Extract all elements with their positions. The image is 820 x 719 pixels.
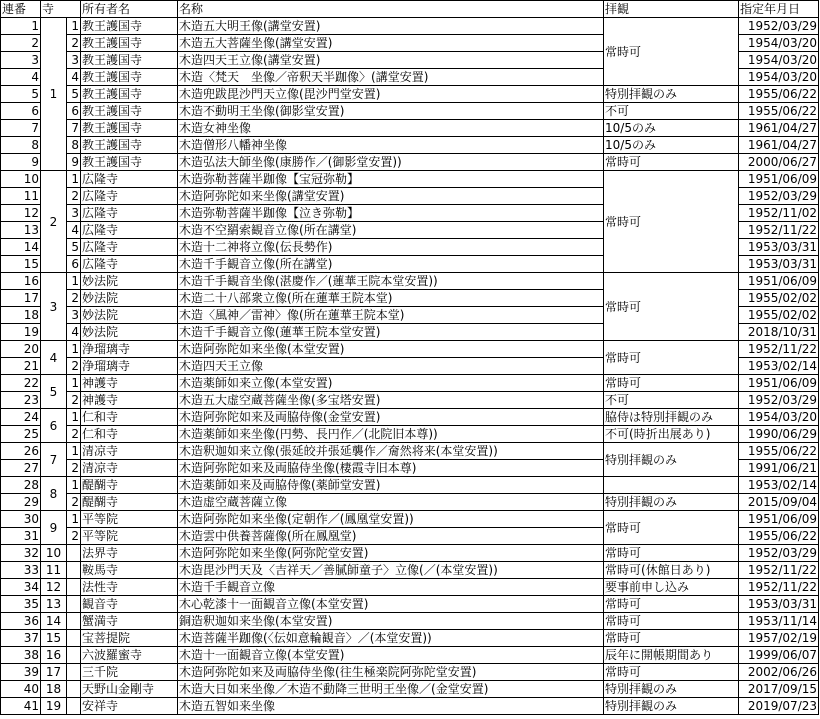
cell-viewing: 辰年に開帳期間あり [604, 647, 739, 664]
table-row[interactable] [1, 375, 819, 392]
cell-sub: 1 [67, 511, 81, 528]
cell-name: 木造僧形八幡神坐像 [178, 137, 604, 154]
header-owner: 所有者名 [81, 1, 178, 18]
cell-date: 1955/02/02 [739, 307, 819, 324]
cell-seq: 2 [1, 35, 41, 52]
cell-date: 1952/11/22 [739, 341, 819, 358]
cell-seq: 15 [1, 256, 41, 273]
cell-name: 木造弥勒菩薩半跏像【宝冠弥勒】 [178, 171, 604, 188]
cell-name: 木造五大明王像(講堂安置) [178, 18, 604, 35]
temple-group-number: 4 [41, 341, 67, 375]
table-row[interactable] [1, 647, 819, 664]
cell-owner: 六波羅蜜寺 [81, 647, 178, 664]
cell-name: 木造四天王立像 [178, 358, 604, 375]
cell-owner: 教王護国寺 [81, 120, 178, 137]
cell-sub [67, 562, 81, 579]
cell-viewing: 10/5のみ [604, 137, 739, 154]
cell-name: 木造五大虚空蔵菩薩坐像(多宝塔安置) [178, 392, 604, 409]
cell-date: 1955/06/22 [739, 86, 819, 103]
header-viewing: 拝観 [604, 1, 739, 18]
table-row[interactable] [1, 86, 819, 103]
temple-group-number: 14 [41, 613, 67, 630]
cell-name: 木造不動明王坐像(御影堂安置) [178, 103, 604, 120]
temple-group-number: 11 [41, 562, 67, 579]
viewing-group: 常時可 [604, 171, 739, 273]
cell-date: 1954/03/20 [739, 52, 819, 69]
cell-date: 1952/11/22 [739, 562, 819, 579]
cell-name: 木造阿弥陀如来及両脇侍坐像(往生極楽院阿弥陀堂安置) [178, 664, 604, 681]
table-row[interactable] [1, 545, 819, 562]
cell-seq: 9 [1, 154, 41, 171]
table-row[interactable] [1, 664, 819, 681]
cell-date: 1952/11/02 [739, 205, 819, 222]
cell-name: 木造十二神将立像(伝長勢作) [178, 239, 604, 256]
cell-date: 1999/06/07 [739, 647, 819, 664]
cell-viewing: 特別拝観のみ [604, 698, 739, 715]
cell-date: 1955/06/22 [739, 528, 819, 545]
header-date: 指定年月日 [739, 1, 819, 18]
cell-name: 木造千手観音立像(所在講堂) [178, 256, 604, 273]
cell-sub: 4 [67, 222, 81, 239]
cell-name: 木造女神坐像 [178, 120, 604, 137]
table-row[interactable] [1, 137, 819, 154]
cell-date: 1990/06/29 [739, 426, 819, 443]
cell-seq: 4 [1, 69, 41, 86]
cell-name: 木造虚空蔵菩薩立像 [178, 494, 604, 511]
cell-name: 木造千手観音立像 [178, 579, 604, 596]
cell-owner: 浄瑠璃寺 [81, 341, 178, 358]
viewing-group: 特別拝観のみ [604, 443, 739, 477]
cell-date: 1953/03/31 [739, 239, 819, 256]
cell-owner: 三千院 [81, 664, 178, 681]
cell-sub: 2 [67, 392, 81, 409]
cell-viewing: 要事前申し込み [604, 579, 739, 596]
cell-date: 1955/06/22 [739, 443, 819, 460]
cell-seq: 13 [1, 222, 41, 239]
viewing-group: 常時可 [604, 273, 739, 341]
cell-name: 木造不空羂索観音立像(所在講堂) [178, 222, 604, 239]
cell-viewing: 10/5のみ [604, 120, 739, 137]
cell-seq: 23 [1, 392, 41, 409]
cell-name: 木造阿弥陀如来坐像(阿弥陀堂安置) [178, 545, 604, 562]
temple-group-number: 12 [41, 579, 67, 596]
cell-name: 木造大日如来坐像／木造不動降三世明王坐像／(金堂安置) [178, 681, 604, 698]
cell-sub: 8 [67, 137, 81, 154]
cell-owner: 妙法院 [81, 307, 178, 324]
cell-date: 1952/03/29 [739, 188, 819, 205]
cell-sub: 2 [67, 460, 81, 477]
cell-owner: 妙法院 [81, 290, 178, 307]
table-row[interactable] [1, 596, 819, 613]
cell-owner: 教王護国寺 [81, 103, 178, 120]
cell-sub [67, 647, 81, 664]
cell-owner: 平等院 [81, 511, 178, 528]
cell-seq: 3 [1, 52, 41, 69]
cell-sub: 1 [67, 409, 81, 426]
cell-seq: 38 [1, 647, 41, 664]
cell-owner: 広隆寺 [81, 256, 178, 273]
cell-owner: 仁和寺 [81, 409, 178, 426]
table-row[interactable] [1, 341, 819, 358]
cell-seq: 27 [1, 460, 41, 477]
header-temple: 寺 [41, 1, 81, 18]
cell-seq: 31 [1, 528, 41, 545]
viewing-group: 常時可 [604, 341, 739, 375]
cell-date: 2017/09/15 [739, 681, 819, 698]
cell-sub [67, 579, 81, 596]
table-row[interactable] [1, 613, 819, 630]
cell-name: 木造五大菩薩坐像(講堂安置) [178, 35, 604, 52]
cell-sub: 1 [67, 273, 81, 290]
cell-seq: 5 [1, 86, 41, 103]
cell-seq: 36 [1, 613, 41, 630]
cell-name: 木造阿弥陀如来及両脇侍像(金堂安置) [178, 409, 604, 426]
table-row[interactable] [1, 171, 819, 188]
cell-name: 木造釈迦如来立像(張延皎并張延襲作／奝然将来(本堂安置)) [178, 443, 604, 460]
cell-name: 木造菩薩半跏像(〈伝如意輪観音〉／(本堂安置)) [178, 630, 604, 647]
cell-date: 2015/09/04 [739, 494, 819, 511]
table-row[interactable] [1, 511, 819, 528]
cell-owner: 教王護国寺 [81, 18, 178, 35]
cell-sub: 4 [67, 69, 81, 86]
cell-viewing: 常時可 [604, 596, 739, 613]
cell-name: 木造薬師如来坐像(円勢、長円作／(北院旧本尊)) [178, 426, 604, 443]
cell-sub: 1 [67, 171, 81, 188]
cell-date: 1954/03/20 [739, 409, 819, 426]
cell-sub [67, 664, 81, 681]
cell-owner: 広隆寺 [81, 171, 178, 188]
cell-seq: 24 [1, 409, 41, 426]
cell-seq: 7 [1, 120, 41, 137]
header-seq: 連番 [1, 1, 41, 18]
cell-seq: 32 [1, 545, 41, 562]
cell-owner: 妙法院 [81, 324, 178, 341]
cell-owner: 蟹満寺 [81, 613, 178, 630]
cell-owner: 清凉寺 [81, 460, 178, 477]
temple-group-number: 17 [41, 664, 67, 681]
cell-date: 1961/04/27 [739, 137, 819, 154]
cell-sub: 3 [67, 307, 81, 324]
cell-owner: 広隆寺 [81, 188, 178, 205]
cell-date: 1953/02/14 [739, 477, 819, 494]
cell-name: 木造四天王立像(講堂安置) [178, 52, 604, 69]
cell-owner: 広隆寺 [81, 239, 178, 256]
table-row[interactable] [1, 409, 819, 426]
cell-owner: 醍醐寺 [81, 477, 178, 494]
cell-sub: 2 [67, 426, 81, 443]
cell-owner: 法性寺 [81, 579, 178, 596]
cell-sub: 5 [67, 86, 81, 103]
cell-sub: 4 [67, 324, 81, 341]
cell-name: 木造千手観音立像(蓮華王院本堂安置) [178, 324, 604, 341]
table-row[interactable] [1, 681, 819, 698]
cell-seq: 22 [1, 375, 41, 392]
table-row[interactable] [1, 494, 819, 511]
cell-seq: 17 [1, 290, 41, 307]
cell-seq: 29 [1, 494, 41, 511]
cell-viewing: 特別拝観のみ [604, 494, 739, 511]
table-row[interactable] [1, 698, 819, 715]
cell-sub [67, 596, 81, 613]
cell-seq: 28 [1, 477, 41, 494]
temple-group-number: 2 [41, 171, 67, 273]
cell-sub: 1 [67, 443, 81, 460]
cell-viewing: 不可(時折出展あり) [604, 426, 739, 443]
cell-viewing: 不可 [604, 392, 739, 409]
cell-seq: 25 [1, 426, 41, 443]
cell-date: 1961/04/27 [739, 120, 819, 137]
cell-sub [67, 698, 81, 715]
cell-name: 木造五智如来坐像 [178, 698, 604, 715]
cell-viewing: 特別拝観のみ [604, 86, 739, 103]
cell-sub: 1 [67, 477, 81, 494]
temple-group-number: 18 [41, 681, 67, 698]
temple-group-number: 16 [41, 647, 67, 664]
cell-sub [67, 613, 81, 630]
cell-sub: 2 [67, 358, 81, 375]
cell-viewing: 常時可 [604, 630, 739, 647]
cell-date: 2018/10/31 [739, 324, 819, 341]
cell-name: 木造千手観音坐像(湛慶作／(蓮華王院本堂安置)) [178, 273, 604, 290]
cell-seq: 40 [1, 681, 41, 698]
table-row[interactable] [1, 392, 819, 409]
cell-date: 1952/03/29 [739, 545, 819, 562]
cell-seq: 21 [1, 358, 41, 375]
cell-owner: 清凉寺 [81, 443, 178, 460]
cell-viewing: 常時可 [604, 545, 739, 562]
cell-seq: 34 [1, 579, 41, 596]
cell-seq: 19 [1, 324, 41, 341]
cell-owner: 教王護国寺 [81, 52, 178, 69]
cell-seq: 18 [1, 307, 41, 324]
cell-sub: 2 [67, 494, 81, 511]
cell-date: 2019/07/23 [739, 698, 819, 715]
temple-group-number: 7 [41, 443, 67, 477]
cell-seq: 11 [1, 188, 41, 205]
cell-owner: 広隆寺 [81, 205, 178, 222]
cell-name: 木造毘沙門天及〈吉祥天／善膩師童子〉立像(／(本堂安置)) [178, 562, 604, 579]
cell-sub: 1 [67, 375, 81, 392]
cell-date: 1952/11/22 [739, 222, 819, 239]
cell-owner: 安祥寺 [81, 698, 178, 715]
cell-sub: 2 [67, 528, 81, 545]
cell-date: 1953/03/31 [739, 256, 819, 273]
table-row[interactable] [1, 103, 819, 120]
cell-owner: 宝菩提院 [81, 630, 178, 647]
cell-owner: 教王護国寺 [81, 86, 178, 103]
header-name: 名称 [178, 1, 604, 18]
viewing-group: 常時可 [604, 511, 739, 545]
cell-date: 1951/06/09 [739, 273, 819, 290]
table-row[interactable] [1, 630, 819, 647]
cell-owner: 浄瑠璃寺 [81, 358, 178, 375]
cell-sub: 2 [67, 188, 81, 205]
cell-sub: 7 [67, 120, 81, 137]
cell-name: 木心乾漆十一面観音立像(本堂安置) [178, 596, 604, 613]
cell-sub: 6 [67, 256, 81, 273]
cell-owner: 教王護国寺 [81, 35, 178, 52]
table-row[interactable] [1, 443, 819, 460]
cell-seq: 30 [1, 511, 41, 528]
cell-date: 1954/03/20 [739, 69, 819, 86]
cell-name: 銅造釈迦如来坐像(本堂安置) [178, 613, 604, 630]
cell-viewing: 脇侍は特別拝観のみ [604, 409, 739, 426]
temple-group-number: 1 [41, 18, 67, 171]
cell-sub [67, 630, 81, 647]
cell-sub: 1 [67, 18, 81, 35]
cell-date: 1952/11/22 [739, 579, 819, 596]
cell-seq: 14 [1, 239, 41, 256]
cell-viewing: 常時可(休館日あり) [604, 562, 739, 579]
cell-date: 1952/03/29 [739, 392, 819, 409]
cell-seq: 6 [1, 103, 41, 120]
cell-viewing: 常時可 [604, 154, 739, 171]
table-row[interactable] [1, 18, 819, 35]
cell-date: 1954/03/20 [739, 35, 819, 52]
cell-owner: 法界寺 [81, 545, 178, 562]
cell-viewing: 常時可 [604, 375, 739, 392]
temple-group-number: 6 [41, 409, 67, 443]
cell-seq: 39 [1, 664, 41, 681]
cell-name: 木造阿弥陀如来坐像(講堂安置) [178, 188, 604, 205]
cell-name: 木造二十八部衆立像(所在蓮華王院本堂) [178, 290, 604, 307]
cell-date: 2000/06/27 [739, 154, 819, 171]
cell-name: 木造薬師如来及両脇侍像(薬師堂安置) [178, 477, 604, 494]
cell-date: 1957/02/19 [739, 630, 819, 647]
cell-date: 1953/03/31 [739, 596, 819, 613]
cell-sub: 3 [67, 205, 81, 222]
cell-owner: 観音寺 [81, 596, 178, 613]
cell-sub: 2 [67, 35, 81, 52]
cell-date: 1953/11/14 [739, 613, 819, 630]
cell-seq: 37 [1, 630, 41, 647]
table-row[interactable] [1, 477, 819, 494]
cell-sub: 5 [67, 239, 81, 256]
cell-seq: 26 [1, 443, 41, 460]
table-row[interactable] [1, 579, 819, 596]
cell-seq: 41 [1, 698, 41, 715]
cell-date: 1952/03/29 [739, 18, 819, 35]
cell-seq: 33 [1, 562, 41, 579]
table-row[interactable] [1, 120, 819, 137]
cell-owner: 妙法院 [81, 273, 178, 290]
cell-name: 木造阿弥陀如来及両脇侍坐像(棲霞寺旧本尊) [178, 460, 604, 477]
cell-date: 1951/06/09 [739, 375, 819, 392]
temple-group-number: 8 [41, 477, 67, 511]
viewing-group: 常時可 [604, 18, 739, 86]
cell-viewing [604, 477, 739, 494]
cell-owner: 仁和寺 [81, 426, 178, 443]
cell-seq: 1 [1, 18, 41, 35]
table-row[interactable] [1, 562, 819, 579]
temple-group-number: 13 [41, 596, 67, 613]
temple-group-number: 9 [41, 511, 67, 545]
cell-name: 木造〈風神／雷神〉像(所在蓮華王院本堂) [178, 307, 604, 324]
cell-seq: 8 [1, 137, 41, 154]
cell-name: 木造〈梵天 坐像／帝釈天半跏像〉(講堂安置) [178, 69, 604, 86]
cell-owner: 教王護国寺 [81, 137, 178, 154]
temple-group-number: 19 [41, 698, 67, 715]
cell-sub [67, 681, 81, 698]
temple-group-number: 3 [41, 273, 67, 341]
cell-owner: 醍醐寺 [81, 494, 178, 511]
table-row[interactable] [1, 273, 819, 290]
cell-name: 木造薬師如来立像(本堂安置) [178, 375, 604, 392]
temple-group-number: 5 [41, 375, 67, 409]
cell-sub: 1 [67, 341, 81, 358]
cell-viewing: 常時可 [604, 613, 739, 630]
cell-seq: 10 [1, 171, 41, 188]
cell-owner: 天野山金剛寺 [81, 681, 178, 698]
cell-viewing: 常時可 [604, 664, 739, 681]
cell-date: 1951/06/09 [739, 511, 819, 528]
cell-seq: 20 [1, 341, 41, 358]
cell-date: 2002/06/26 [739, 664, 819, 681]
table-row[interactable] [1, 426, 819, 443]
cell-date: 1951/06/09 [739, 171, 819, 188]
cell-name: 木造阿弥陀如来坐像(定朝作／(鳳凰堂安置)) [178, 511, 604, 528]
cell-owner: 神護寺 [81, 392, 178, 409]
cell-seq: 12 [1, 205, 41, 222]
cell-name: 木造弘法大師坐像(康勝作／(御影堂安置)) [178, 154, 604, 171]
cell-owner: 広隆寺 [81, 222, 178, 239]
cell-seq: 35 [1, 596, 41, 613]
cell-owner: 鞍馬寺 [81, 562, 178, 579]
cell-date: 1955/02/02 [739, 290, 819, 307]
cell-date: 1953/02/14 [739, 358, 819, 375]
cell-owner: 平等院 [81, 528, 178, 545]
cell-owner: 教王護国寺 [81, 69, 178, 86]
cell-owner: 教王護国寺 [81, 154, 178, 171]
cell-date: 1991/06/21 [739, 460, 819, 477]
table-row[interactable] [1, 154, 819, 171]
temple-group-number: 10 [41, 545, 67, 562]
cell-name: 木造十一面観音立像(本堂安置) [178, 647, 604, 664]
cell-seq: 16 [1, 273, 41, 290]
cell-sub: 6 [67, 103, 81, 120]
cell-sub: 3 [67, 52, 81, 69]
cell-viewing: 特別拝観のみ [604, 681, 739, 698]
header-row [1, 1, 819, 18]
cell-date: 1955/06/22 [739, 103, 819, 120]
cell-name: 木造弥勒菩薩半跏像【泣き弥勒】 [178, 205, 604, 222]
cell-viewing: 不可 [604, 103, 739, 120]
cell-sub [67, 545, 81, 562]
cell-name: 木造雲中供養菩薩像(所在鳳凰堂) [178, 528, 604, 545]
cell-sub: 9 [67, 154, 81, 171]
cell-name: 木造阿弥陀如来坐像(本堂安置) [178, 341, 604, 358]
cell-sub: 2 [67, 290, 81, 307]
cell-name: 木造兜跋毘沙門天立像(毘沙門堂安置) [178, 86, 604, 103]
cell-owner: 神護寺 [81, 375, 178, 392]
temple-group-number: 15 [41, 630, 67, 647]
